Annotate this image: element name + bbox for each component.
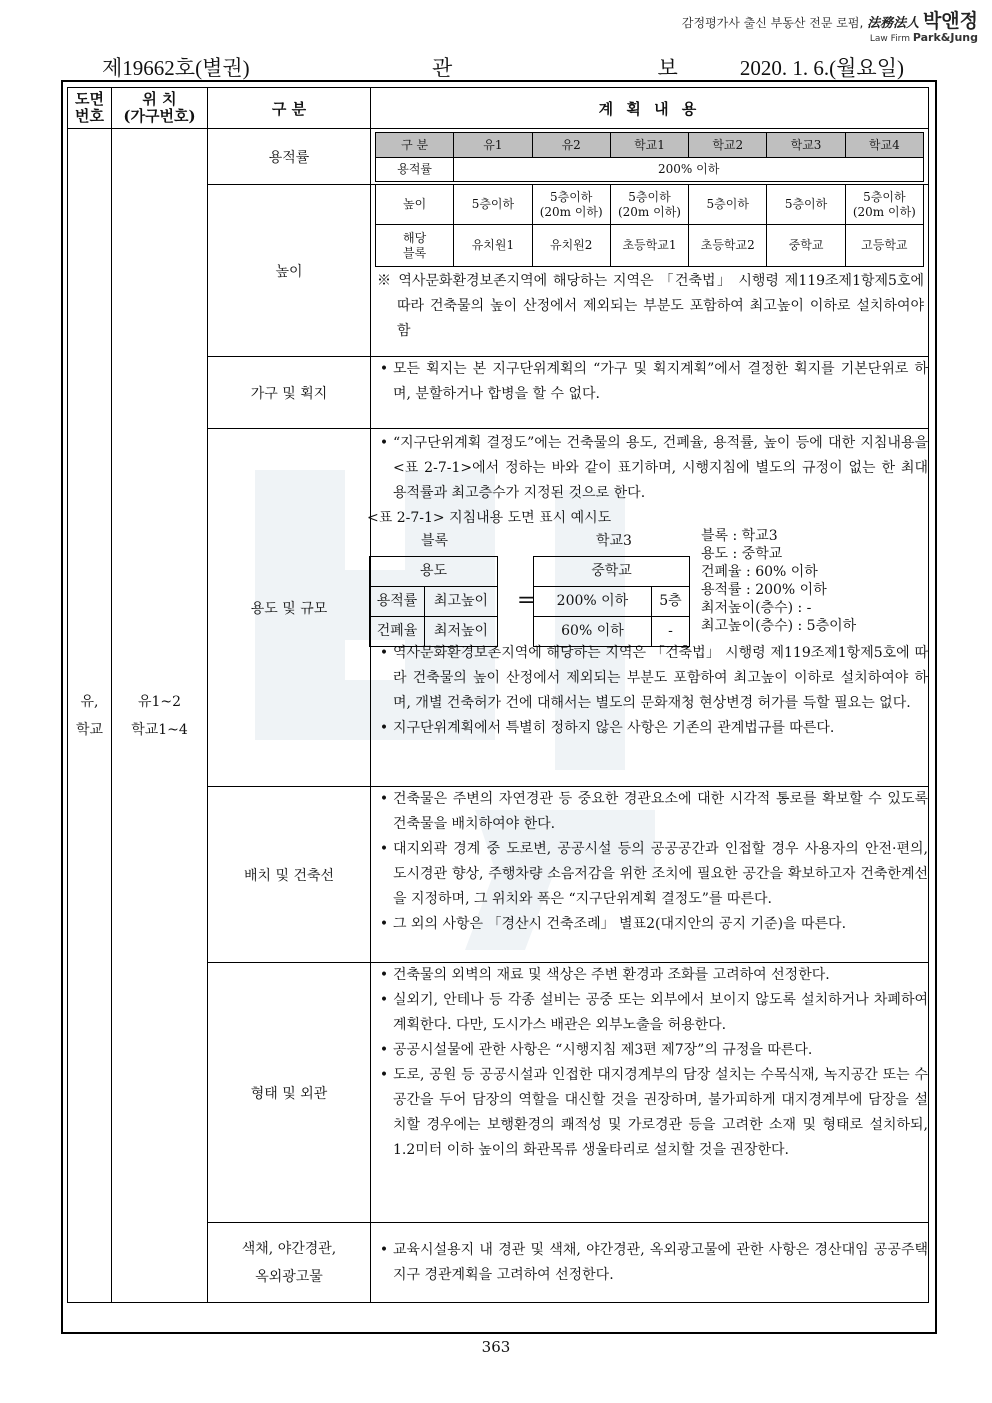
example-left-table: [369, 556, 498, 647]
height-cell: 5층이하: [689, 185, 767, 225]
legend-item: 용도 : 중학교: [701, 546, 783, 562]
gazette-header: [62, 52, 934, 78]
layout-content: [371, 787, 929, 963]
category-form: 형태 및 외관: [208, 963, 371, 1223]
list-item: • 지구단위계획에서 특별히 정하지 않은 사항은 기존의 관계법규를 따른다.: [371, 716, 928, 741]
category-far: 용적률: [208, 129, 371, 185]
col-category: 구 분: [208, 88, 371, 129]
lot-content: [371, 357, 929, 429]
height-cell: 5층이하: [767, 185, 845, 225]
col-location: 위 치 (가구번호): [112, 88, 208, 129]
sub-header-cell: 유1: [454, 133, 532, 158]
height-row-label: 높이: [376, 185, 454, 225]
height-cell: 5층이하 (20m 이하): [532, 185, 610, 225]
far-content: [371, 129, 929, 185]
list-item: • 공공시설물에 관한 사항은 “시행지침 제3편 제7장”의 규정을 따른다.: [371, 1038, 928, 1063]
legend-item: 용적률 : 200% 이하: [701, 582, 827, 598]
height-cell: 5층이하 (20m 이하): [845, 185, 923, 225]
block-cell: 초등학교2: [689, 225, 767, 267]
list-item: • 대지외곽 경계 중 도로변, 공공시설 등의 공공공간과 인접할 경우 사용자의 안전·편의, 도시경관 향상, 주행차량 소음저감을 위한 조치에 필요한 공간을 확보하고자 건축한계선을 지정하며, 그 위치와 폭은 “지구단위계획 결정도”를 따른다.: [371, 837, 928, 912]
page-number: 363: [481, 1338, 511, 1356]
height-cell: 5층이하: [454, 185, 532, 225]
brand-firm: 法務法人: [867, 16, 920, 31]
plan-table: [67, 87, 929, 1303]
example-cell: 최고높이: [425, 587, 498, 617]
legend-item: 최저높이(층수) : -: [701, 600, 812, 616]
example-cell: 5층: [651, 587, 689, 617]
sub-header-cell: 학교2: [689, 133, 767, 158]
block-cell: 고등학교: [845, 225, 923, 267]
example-cell: 용적률: [370, 587, 425, 617]
example-cell: 중학교: [534, 557, 690, 587]
sub-header-cell: 구 분: [376, 133, 454, 158]
example-cell: 최저높이: [425, 617, 498, 647]
table-header-row: [68, 88, 929, 129]
block-cell: 유치원2: [532, 225, 610, 267]
block-cell: 중학교: [767, 225, 845, 267]
example-left-title: 블록: [421, 533, 449, 549]
gazette-title: 관 보: [432, 56, 778, 80]
list-item: • 그 외의 사항은 「경산시 건축조례」 별표2(대지안의 공지 기준)을 따른다.: [371, 912, 928, 937]
category-use: 용도 및 규모: [208, 429, 371, 787]
issue-number: 제19662호(별권): [102, 56, 250, 80]
form-content: [371, 963, 929, 1223]
list-item: • 건축물의 외벽의 재료 및 색상은 주변 환경과 조화를 고려하여 선정한다.: [371, 963, 928, 988]
example-right-table: [533, 556, 690, 647]
example-diagram: [371, 528, 928, 641]
sub-header-cell: 학교1: [610, 133, 688, 158]
far-value: 200% 이하: [454, 158, 924, 182]
height-cell: 5층이하 (20m 이하): [610, 185, 688, 225]
brand-tagline: 감정평가사 출신 부동산 전문 로펌,: [681, 16, 864, 30]
example-legend: [701, 527, 856, 635]
brand-header: [682, 6, 978, 44]
issue-date: 2020. 1. 6.(월요일): [739, 56, 904, 80]
col-plan-content: 계 획 내 용: [371, 88, 929, 129]
far-subtable: [375, 132, 924, 182]
block-cell: 유치원1: [454, 225, 532, 267]
list-item: • 건축물은 주변의 자연경관 등 중요한 경관요소에 대한 시각적 통로를 확보할 수 있도록 건축물을 배치하여야 한다.: [371, 787, 928, 837]
example-right-title: 학교3: [596, 533, 632, 549]
brand-sub-prefix: Law Firm: [869, 34, 910, 44]
legend-item: 블록 : 학교3: [701, 528, 778, 544]
example-cell: 200% 이하: [534, 587, 652, 617]
category-lot: 가구 및 획지: [208, 357, 371, 429]
example-cell: 60% 이하: [534, 617, 652, 647]
block-cell: 초등학교1: [610, 225, 688, 267]
drawing-no-cell: 유, 학교: [68, 129, 112, 1303]
list-item: • “지구단위계획 결정도”에는 건축물의 용도, 건폐율, 용적률, 높이 등에 대한 지침내용을 <표 2-7-1>에서 정하는 바와 같이 표기하며, 시행지침에 별도의 규정이 없는 한 최대 용적률과 최고층수가 지정된 것으로 한다.: [371, 431, 928, 506]
use-content: [367, 429, 929, 787]
height-note: ※ 역사문화환경보존지역에 해당하는 지역은 「건축법」 시행령 제119조제1항제5호에 따라 건축물의 높이 산정에서 제외되는 부분도 포함하여 최고높이 이하로 설치하여야 함: [377, 273, 924, 339]
list-item: • 도로, 공원 등 공공시설과 인접한 대지경계부의 담장 설치는 수목식재, 녹지공간 또는 수공간을 두어 담장의 역할을 대신할 것을 권장하며, 불가피하게 대지경계부에 담장을 설치할 경우에는 보행환경의 쾌적성 및 가로경관 등을 고려한 소재 및 형태로 설치하되, 1.2미터 이하 높이의 화관목류 생울타리로 설치할 것을 권장한다.: [371, 1063, 928, 1163]
example-cell: -: [651, 617, 689, 647]
legend-item: 건폐율 : 60% 이하: [701, 564, 818, 580]
list-item: • 모든 획지는 본 지구단위계획의 “가구 및 획지계획”에서 결정한 획지를 기본단위로 하며, 분할하거나 합병을 할 수 없다.: [371, 357, 928, 407]
list-item: • 실외기, 안테나 등 각종 설비는 공중 또는 외부에서 보이지 않도록 설치하거나 차폐하여 계획한다. 다만, 도시가스 배관은 외부노출을 허용한다.: [371, 988, 928, 1038]
brand-sub-name: Park&Jung: [912, 31, 978, 44]
color-content: [371, 1223, 929, 1303]
height-content: [371, 185, 929, 357]
category-layout: 배치 및 건축선: [208, 787, 371, 963]
legend-item: 최고높이(층수) : 5층이하: [701, 618, 857, 634]
location-cell: 유1~2 학교1~4: [112, 129, 208, 1303]
far-row-label: 용적률: [376, 158, 454, 182]
col-drawing-no: 도면 번호: [68, 88, 112, 129]
example-caption: <표 2-7-1> 지침내용 도면 표시 예시도: [367, 510, 612, 526]
block-row-label: 해당 블록: [376, 225, 454, 267]
table-row: [68, 129, 929, 185]
sub-header-cell: 학교3: [767, 133, 845, 158]
height-subtable: [375, 184, 924, 267]
sub-header-cell: 학교4: [845, 133, 923, 158]
example-equals: =: [517, 588, 536, 613]
example-cell: 건폐율: [370, 617, 425, 647]
list-item: • 역사문화환경보존지역에 해당하는 지역은 「건축법」 시행령 제119조제1항제5호에 따라 건축물의 높이 산정에서 제외되는 부분도 포함하여 최고높이 이하로 설치하여야 하며, 개별 건축허가 건에 대해서는 별도의 문화재청 현상변경 허가를 득할 필요는 없다.: [371, 641, 928, 716]
list-item: • 교육시설용지 내 경관 및 색채, 야간경관, 옥외광고물에 관한 사항은 경산대임 공공주택지구 경관계획을 고려하여 선정한다.: [371, 1238, 928, 1288]
example-cell: 용도: [370, 557, 498, 587]
sub-header-cell: 유2: [532, 133, 610, 158]
category-color: 색채, 야간경관, 옥외광고물: [208, 1223, 371, 1303]
brand-name: 박앤정: [922, 10, 978, 32]
category-height: 높이: [208, 185, 371, 357]
